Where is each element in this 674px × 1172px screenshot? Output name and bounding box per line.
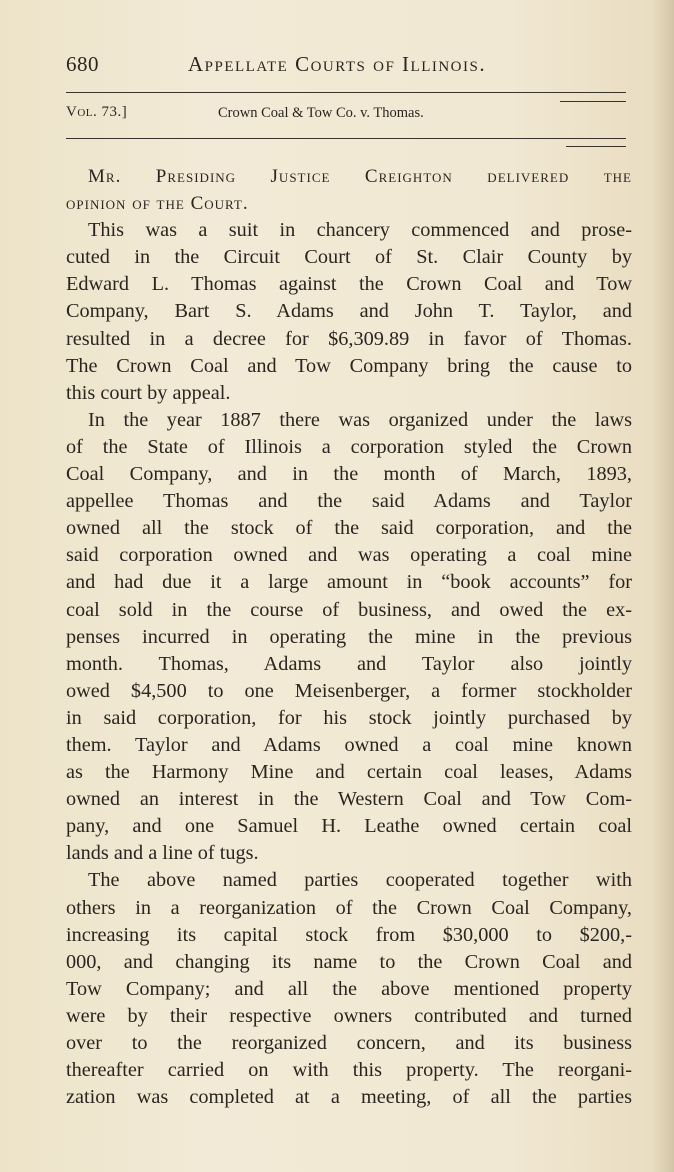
page-number: 680	[66, 52, 99, 76]
page-header	[66, 52, 626, 86]
text-line: resulted in a decree for $6,309.89 in favor of Thomas.	[66, 327, 632, 350]
text-line: this court by appeal.	[66, 381, 231, 404]
running-head: Appellate Courts of Illinois.	[188, 52, 487, 76]
case-subheader	[66, 104, 626, 128]
text-line: This was a suit in chancery commenced and prose-	[88, 219, 632, 242]
text-line: as the Harmony Mine and certain coal leases, Adams	[66, 761, 632, 784]
text-line: over to the reorganized concern, and its business	[66, 1032, 632, 1054]
text-line: were by their respective owners contributed and turned	[66, 1004, 632, 1027]
text-line: in said corporation, for his stock jointly purchased by	[66, 706, 632, 729]
text-line: owned all the stock of the said corporation, and the	[66, 517, 632, 540]
text-line: Edward L. Thomas against the Crown Coal and Tow	[66, 273, 632, 296]
text-line: owned an interest in the Western Coal and Tow Com-	[66, 788, 632, 811]
text-line: and had due it a large amount in “book accounts” for	[66, 571, 632, 594]
text-line: increasing its capital stock from $30,000 to $200,-	[66, 923, 632, 946]
paragraph	[66, 407, 632, 868]
opinion-intro-line: Mr. Presiding Justice Creighton delivered the	[88, 166, 632, 187]
subheader-rule	[66, 138, 626, 139]
text-line: cuted in the Circuit Court of St. Clair County by	[66, 246, 632, 269]
text-line: month. Thomas, Adams and Taylor also jointly	[66, 652, 632, 675]
text-line: owed $4,500 to one Meisenberger, a former stockholder	[66, 679, 632, 702]
opinion-intro-line: opinion of the Court.	[66, 193, 249, 215]
text-line: Coal Company, and in the month of March, 1893,	[66, 463, 632, 486]
text-line: appellee Thomas and the said Adams and Taylor	[66, 490, 632, 513]
opinion-text	[66, 163, 632, 1111]
text-line: Tow Company; and all the above mentioned property	[66, 977, 632, 1000]
text-line: zation was completed at a meeting, of all the parties	[66, 1086, 632, 1109]
text-line: In the year 1887 there was organized under the laws	[88, 408, 632, 431]
text-line: penses incurred in operating the mine in the previous	[66, 625, 632, 648]
paragraph	[66, 217, 632, 407]
text-line: of the State of Illinois a corporation styled the Crown	[66, 435, 632, 458]
text-line: pany, and one Samuel H. Leathe owned certain coal	[66, 815, 632, 838]
subheader-rule-tail	[566, 146, 626, 147]
text-line: 000, and changing its name to the Crown Coal and	[66, 950, 632, 973]
header-rule	[66, 92, 626, 93]
text-line: The Crown Coal and Tow Company bring the cause to	[66, 354, 632, 377]
text-line: Company, Bart S. Adams and John T. Taylor, and	[66, 300, 632, 323]
case-name: Crown Coal & Tow Co. v. Thomas.	[218, 105, 424, 121]
text-line: said corporation owned and was operating a coal mine	[66, 544, 632, 567]
text-line: lands and a line of tugs.	[66, 842, 259, 865]
text-line: coal sold in the course of business, and owed the ex-	[66, 598, 632, 621]
paragraph	[66, 867, 632, 1111]
text-line: others in a reorganization of the Crown Coal Company,	[66, 896, 632, 919]
header-rule-tail	[560, 101, 626, 102]
volume-label: Vol. 73.]	[66, 104, 128, 120]
page-edge-shadow	[652, 0, 674, 1172]
text-line: thereafter carried on with this property. The reorgani-	[66, 1059, 632, 1082]
text-line: The above named parties cooperated together with	[88, 869, 632, 892]
text-line: them. Taylor and Adams owned a coal mine known	[66, 733, 632, 756]
